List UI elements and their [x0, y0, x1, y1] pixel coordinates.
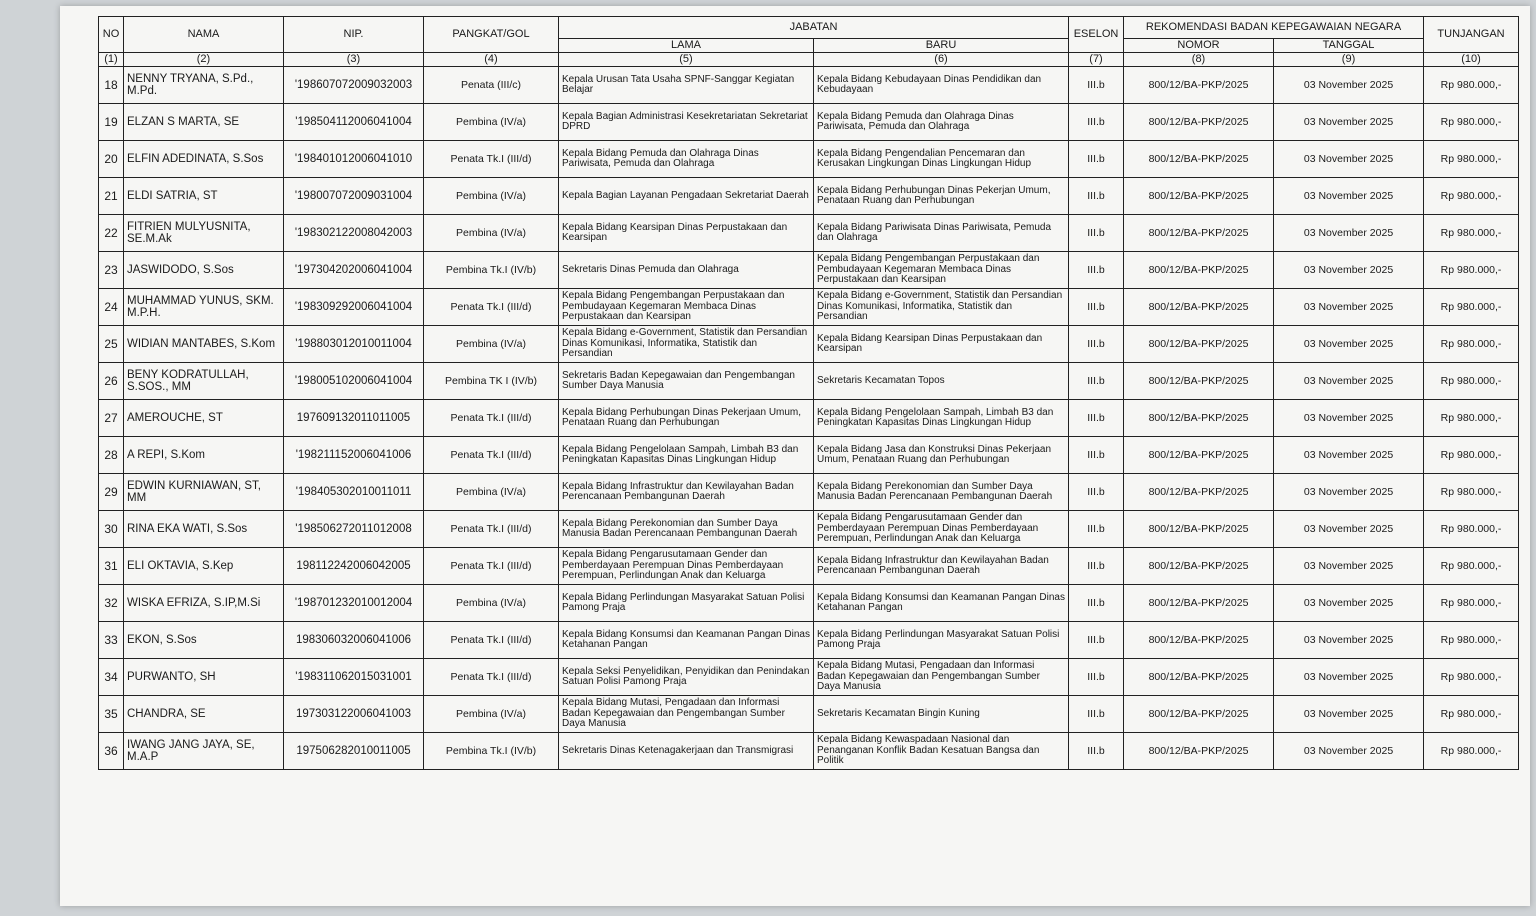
- allowance: Rp 980.000,-: [1424, 178, 1519, 215]
- header-pangkat: PANGKAT/GOL: [424, 17, 559, 53]
- header-lama: LAMA: [559, 39, 814, 53]
- recommendation-date: 03 November 2025: [1274, 548, 1424, 585]
- employee-name: MUHAMMAD YUNUS, SKM. M.P.H.: [124, 289, 284, 326]
- employee-name: FITRIEN MULYUSNITA, SE.M.Ak: [124, 215, 284, 252]
- table-row: [99, 585, 1519, 622]
- old-position: Kepala Bidang Pengarusutamaan Gender dan Pemberdayaan Perempuan Dinas Pemberdayaan Perempuan, Perlindungan Anak dan Keluarga: [559, 548, 814, 585]
- allowance: Rp 980.000,-: [1424, 104, 1519, 141]
- recommendation-number: 800/12/BA-PKP/2025: [1124, 733, 1274, 770]
- recommendation-date: 03 November 2025: [1274, 474, 1424, 511]
- row-number: 32: [99, 585, 124, 622]
- employee-name: ELFIN ADEDINATA, S.Sos: [124, 141, 284, 178]
- old-position: Kepala Urusan Tata Usaha SPNF-Sanggar Kegiatan Belajar: [559, 67, 814, 104]
- row-number: 19: [99, 104, 124, 141]
- allowance: Rp 980.000,-: [1424, 659, 1519, 696]
- employee-nip: 197303122006041003: [284, 696, 424, 733]
- recommendation-number: 800/12/BA-PKP/2025: [1124, 659, 1274, 696]
- allowance: Rp 980.000,-: [1424, 363, 1519, 400]
- old-position: Kepala Bagian Layanan Pengadaan Sekretariat Daerah: [559, 178, 814, 215]
- table-row: [99, 400, 1519, 437]
- employee-nip: '198607072009032003: [284, 67, 424, 104]
- table-row: [99, 289, 1519, 326]
- recommendation-date: 03 November 2025: [1274, 585, 1424, 622]
- employee-nip: '198311062015031001: [284, 659, 424, 696]
- recommendation-number: 800/12/BA-PKP/2025: [1124, 437, 1274, 474]
- employee-name: PURWANTO, SH: [124, 659, 284, 696]
- employee-name: JASWIDODO, S.Sos: [124, 252, 284, 289]
- allowance: Rp 980.000,-: [1424, 252, 1519, 289]
- employee-name: ELZAN S MARTA, SE: [124, 104, 284, 141]
- echelon: III.b: [1069, 400, 1124, 437]
- recommendation-number: 800/12/BA-PKP/2025: [1124, 400, 1274, 437]
- allowance: Rp 980.000,-: [1424, 289, 1519, 326]
- allowance: Rp 980.000,-: [1424, 696, 1519, 733]
- table-row: [99, 215, 1519, 252]
- rank-grade: Pembina (IV/a): [424, 696, 559, 733]
- table-row: [99, 548, 1519, 585]
- allowance: Rp 980.000,-: [1424, 733, 1519, 770]
- employee-name: ELI OKTAVIA, S.Kep: [124, 548, 284, 585]
- index-cell: (1): [99, 53, 124, 67]
- recommendation-date: 03 November 2025: [1274, 437, 1424, 474]
- document-sheet: [60, 6, 1530, 906]
- recommendation-date: 03 November 2025: [1274, 67, 1424, 104]
- rank-grade: Pembina TK I (IV/b): [424, 363, 559, 400]
- recommendation-number: 800/12/BA-PKP/2025: [1124, 104, 1274, 141]
- new-position: Kepala Bidang Mutasi, Pengadaan dan Informasi Badan Kepegawaian dan Pengembangan Sumber Daya Manusia: [814, 659, 1069, 696]
- recommendation-number: 800/12/BA-PKP/2025: [1124, 585, 1274, 622]
- row-number: 26: [99, 363, 124, 400]
- table-row: [99, 659, 1519, 696]
- recommendation-number: 800/12/BA-PKP/2025: [1124, 511, 1274, 548]
- index-cell: (3): [284, 53, 424, 67]
- allowance: Rp 980.000,-: [1424, 548, 1519, 585]
- table-row: [99, 178, 1519, 215]
- old-position: Kepala Seksi Penyelidikan, Penyidikan dan Penindakan Satuan Polisi Pamong Praja: [559, 659, 814, 696]
- row-number: 25: [99, 326, 124, 363]
- new-position: Kepala Bidang Kebudayaan Dinas Pendidikan dan Kebudayaan: [814, 67, 1069, 104]
- header-nip: NIP.: [284, 17, 424, 53]
- rank-grade: Pembina (IV/a): [424, 104, 559, 141]
- header-jabatan: JABATAN: [559, 17, 1069, 39]
- old-position: Sekretaris Badan Kepegawaian dan Pengembangan Sumber Daya Manusia: [559, 363, 814, 400]
- recommendation-date: 03 November 2025: [1274, 511, 1424, 548]
- employee-nip: 197506282010011005: [284, 733, 424, 770]
- row-number: 20: [99, 141, 124, 178]
- new-position: Kepala Bidang Pemuda dan Olahraga Dinas Pariwisata, Pemuda dan Olahraga: [814, 104, 1069, 141]
- table-row: [99, 326, 1519, 363]
- echelon: III.b: [1069, 659, 1124, 696]
- recommendation-number: 800/12/BA-PKP/2025: [1124, 548, 1274, 585]
- index-cell: (6): [814, 53, 1069, 67]
- employee-nip: '198401012006041010: [284, 141, 424, 178]
- rank-grade: Penata Tk.I (III/d): [424, 511, 559, 548]
- row-number: 27: [99, 400, 124, 437]
- rank-grade: Penata Tk.I (III/d): [424, 437, 559, 474]
- recommendation-number: 800/12/BA-PKP/2025: [1124, 326, 1274, 363]
- index-cell: (10): [1424, 53, 1519, 67]
- header-tanggal: TANGGAL: [1274, 39, 1424, 53]
- old-position: Kepala Bidang Mutasi, Pengadaan dan Informasi Badan Kepegawaian dan Pengembangan Sumber Daya Manusia: [559, 696, 814, 733]
- recommendation-number: 800/12/BA-PKP/2025: [1124, 67, 1274, 104]
- rank-grade: Penata Tk.I (III/d): [424, 289, 559, 326]
- row-number: 24: [99, 289, 124, 326]
- old-position: Sekretaris Dinas Pemuda dan Olahraga: [559, 252, 814, 289]
- echelon: III.b: [1069, 585, 1124, 622]
- rank-grade: Pembina Tk.I (IV/b): [424, 733, 559, 770]
- allowance: Rp 980.000,-: [1424, 141, 1519, 178]
- old-position: Kepala Bidang Perekonomian dan Sumber Daya Manusia Badan Perencanaan Pembangunan Daerah: [559, 511, 814, 548]
- header-baru: BARU: [814, 39, 1069, 53]
- personnel-table: [98, 16, 1519, 770]
- rank-grade: Penata Tk.I (III/d): [424, 659, 559, 696]
- employee-name: WISKA EFRIZA, S.IP,M.Si: [124, 585, 284, 622]
- recommendation-number: 800/12/BA-PKP/2025: [1124, 215, 1274, 252]
- row-number: 35: [99, 696, 124, 733]
- employee-nip: '198309292006041004: [284, 289, 424, 326]
- employee-name: A REPI, S.Kom: [124, 437, 284, 474]
- allowance: Rp 980.000,-: [1424, 215, 1519, 252]
- table-row: [99, 733, 1519, 770]
- recommendation-number: 800/12/BA-PKP/2025: [1124, 622, 1274, 659]
- header-nama: NAMA: [124, 17, 284, 53]
- recommendation-number: 800/12/BA-PKP/2025: [1124, 141, 1274, 178]
- employee-nip: '198007072009031004: [284, 178, 424, 215]
- index-cell: (5): [559, 53, 814, 67]
- table-row: [99, 696, 1519, 733]
- employee-name: IWANG JANG JAYA, SE, M.A.P: [124, 733, 284, 770]
- allowance: Rp 980.000,-: [1424, 511, 1519, 548]
- echelon: III.b: [1069, 178, 1124, 215]
- table-row: [99, 622, 1519, 659]
- echelon: III.b: [1069, 437, 1124, 474]
- employee-nip: 198112242006042005: [284, 548, 424, 585]
- allowance: Rp 980.000,-: [1424, 67, 1519, 104]
- echelon: III.b: [1069, 363, 1124, 400]
- recommendation-date: 03 November 2025: [1274, 178, 1424, 215]
- recommendation-date: 03 November 2025: [1274, 696, 1424, 733]
- employee-nip: '198701232010012004: [284, 585, 424, 622]
- new-position: Kepala Bidang Perhubungan Dinas Pekerjan Umum, Penataan Ruang dan Perhubungan: [814, 178, 1069, 215]
- new-position: Kepala Bidang Kearsipan Dinas Perpustakaan dan Kearsipan: [814, 326, 1069, 363]
- old-position: Kepala Bidang Pemuda dan Olahraga Dinas Pariwisata, Pemuda dan Olahraga: [559, 141, 814, 178]
- recommendation-number: 800/12/BA-PKP/2025: [1124, 696, 1274, 733]
- row-number: 34: [99, 659, 124, 696]
- new-position: Kepala Bidang Jasa dan Konstruksi Dinas Pekerjaan Umum, Penataan Ruang dan Perhubungan: [814, 437, 1069, 474]
- table-row: [99, 104, 1519, 141]
- recommendation-number: 800/12/BA-PKP/2025: [1124, 289, 1274, 326]
- allowance: Rp 980.000,-: [1424, 326, 1519, 363]
- echelon: III.b: [1069, 622, 1124, 659]
- new-position: Kepala Bidang Perekonomian dan Sumber Daya Manusia Badan Perencanaan Pembangunan Daerah: [814, 474, 1069, 511]
- employee-name: AMEROUCHE, ST: [124, 400, 284, 437]
- employee-name: CHANDRA, SE: [124, 696, 284, 733]
- echelon: III.b: [1069, 67, 1124, 104]
- new-position: Kepala Bidang Pengembangan Perpustakaan dan Pembudayaan Kegemaran Membaca Dinas Perpustakaan dan Kearsipan: [814, 252, 1069, 289]
- old-position: Kepala Bidang Konsumsi dan Keamanan Pangan Dinas Ketahanan Pangan: [559, 622, 814, 659]
- new-position: Sekretaris Kecamatan Topos: [814, 363, 1069, 400]
- recommendation-date: 03 November 2025: [1274, 252, 1424, 289]
- recommendation-date: 03 November 2025: [1274, 733, 1424, 770]
- table-body: [99, 67, 1519, 770]
- echelon: III.b: [1069, 252, 1124, 289]
- new-position: Kepala Bidang Pengarusutamaan Gender dan Pemberdayaan Perempuan Dinas Pemberdayaan Perempuan, Perlindungan Anak dan Keluarga: [814, 511, 1069, 548]
- new-position: Kepala Bidang Perlindungan Masyarakat Satuan Polisi Pamong Praja: [814, 622, 1069, 659]
- row-number: 33: [99, 622, 124, 659]
- recommendation-date: 03 November 2025: [1274, 326, 1424, 363]
- rank-grade: Pembina (IV/a): [424, 215, 559, 252]
- rank-grade: Penata (III/c): [424, 67, 559, 104]
- row-number: 31: [99, 548, 124, 585]
- employee-nip: '197304202006041004: [284, 252, 424, 289]
- table-row: [99, 474, 1519, 511]
- employee-name: WIDIAN MANTABES, S.Kom: [124, 326, 284, 363]
- header-nomor: NOMOR: [1124, 39, 1274, 53]
- employee-name: RINA EKA WATI, S.Sos: [124, 511, 284, 548]
- recommendation-date: 03 November 2025: [1274, 289, 1424, 326]
- echelon: III.b: [1069, 474, 1124, 511]
- echelon: III.b: [1069, 511, 1124, 548]
- new-position: Kepala Bidang Pengendalian Pencemaran dan Kerusakan Lingkungan Dinas Lingkungan Hidup: [814, 141, 1069, 178]
- row-number: 22: [99, 215, 124, 252]
- allowance: Rp 980.000,-: [1424, 585, 1519, 622]
- rank-grade: Penata Tk.I (III/d): [424, 548, 559, 585]
- index-cell: (4): [424, 53, 559, 67]
- old-position: Kepala Bidang Perhubungan Dinas Pekerjaan Umum, Penataan Ruang dan Perhubungan: [559, 400, 814, 437]
- recommendation-date: 03 November 2025: [1274, 659, 1424, 696]
- recommendation-date: 03 November 2025: [1274, 215, 1424, 252]
- old-position: Kepala Bidang Infrastruktur dan Kewilayahan Badan Perencanaan Pembangunan Daerah: [559, 474, 814, 511]
- row-number: 23: [99, 252, 124, 289]
- table-row: [99, 437, 1519, 474]
- new-position: Kepala Bidang Infrastruktur dan Kewilayahan Badan Perencanaan Pembangunan Daerah: [814, 548, 1069, 585]
- echelon: III.b: [1069, 696, 1124, 733]
- employee-nip: '198506272011012008: [284, 511, 424, 548]
- table-row: [99, 363, 1519, 400]
- row-number: 28: [99, 437, 124, 474]
- recommendation-number: 800/12/BA-PKP/2025: [1124, 363, 1274, 400]
- old-position: Sekretaris Dinas Ketenagakerjaan dan Transmigrasi: [559, 733, 814, 770]
- row-number: 36: [99, 733, 124, 770]
- rank-grade: Penata Tk.I (III/d): [424, 622, 559, 659]
- recommendation-date: 03 November 2025: [1274, 141, 1424, 178]
- old-position: Kepala Bidang Kearsipan Dinas Perpustakaan dan Kearsipan: [559, 215, 814, 252]
- row-number: 30: [99, 511, 124, 548]
- header-no: NO: [99, 17, 124, 53]
- echelon: III.b: [1069, 733, 1124, 770]
- new-position: Kepala Bidang Pariwisata Dinas Pariwisata, Pemuda dan Olahraga: [814, 215, 1069, 252]
- new-position: Kepala Bidang Kewaspadaan Nasional dan Penanganan Konflik Badan Kesatuan Bangsa dan Politik: [814, 733, 1069, 770]
- recommendation-number: 800/12/BA-PKP/2025: [1124, 252, 1274, 289]
- old-position: Kepala Bidang Pengembangan Perpustakaan dan Pembudayaan Kegemaran Membaca Dinas Perpustakaan dan Kearsipan: [559, 289, 814, 326]
- employee-nip: 198306032006041006: [284, 622, 424, 659]
- employee-name: NENNY TRYANA, S.Pd., M.Pd.: [124, 67, 284, 104]
- recommendation-number: 800/12/BA-PKP/2025: [1124, 474, 1274, 511]
- rank-grade: Pembina (IV/a): [424, 326, 559, 363]
- new-position: Sekretaris Kecamatan Bingin Kuning: [814, 696, 1069, 733]
- allowance: Rp 980.000,-: [1424, 400, 1519, 437]
- old-position: Kepala Bidang Pengelolaan Sampah, Limbah B3 dan Peningkatan Kapasitas Dinas Lingkungan Hidup: [559, 437, 814, 474]
- row-number: 18: [99, 67, 124, 104]
- allowance: Rp 980.000,-: [1424, 437, 1519, 474]
- echelon: III.b: [1069, 215, 1124, 252]
- employee-nip: '198803012010011004: [284, 326, 424, 363]
- employee-nip: '198005102006041004: [284, 363, 424, 400]
- employee-nip: 197609132011011005: [284, 400, 424, 437]
- old-position: Kepala Bagian Administrasi Kesekretariatan Sekretariat DPRD: [559, 104, 814, 141]
- employee-name: EKON, S.Sos: [124, 622, 284, 659]
- allowance: Rp 980.000,-: [1424, 474, 1519, 511]
- recommendation-date: 03 November 2025: [1274, 104, 1424, 141]
- rank-grade: Pembina (IV/a): [424, 585, 559, 622]
- employee-name: BENY KODRATULLAH, S.SOS., MM: [124, 363, 284, 400]
- header-tunjangan: TUNJANGAN: [1424, 17, 1519, 53]
- employee-name: EDWIN KURNIAWAN, ST, MM: [124, 474, 284, 511]
- table-row: [99, 141, 1519, 178]
- table-row: [99, 252, 1519, 289]
- header-eselon: ESELON: [1069, 17, 1124, 53]
- recommendation-date: 03 November 2025: [1274, 400, 1424, 437]
- echelon: III.b: [1069, 326, 1124, 363]
- rank-grade: Penata Tk.I (III/d): [424, 400, 559, 437]
- rank-grade: Pembina Tk.I (IV/b): [424, 252, 559, 289]
- header-rekomendasi: REKOMENDASI BADAN KEPEGAWAIAN NEGARA: [1124, 17, 1424, 39]
- allowance: Rp 980.000,-: [1424, 622, 1519, 659]
- rank-grade: Pembina (IV/a): [424, 178, 559, 215]
- echelon: III.b: [1069, 141, 1124, 178]
- row-number: 21: [99, 178, 124, 215]
- new-position: Kepala Bidang Konsumsi dan Keamanan Pangan Dinas Ketahanan Pangan: [814, 585, 1069, 622]
- new-position: Kepala Bidang e-Government, Statistik dan Persandian Dinas Komunikasi, Informatika, Statistik dan Persandian: [814, 289, 1069, 326]
- recommendation-date: 03 November 2025: [1274, 363, 1424, 400]
- employee-nip: '198405302010011011: [284, 474, 424, 511]
- index-cell: (8): [1124, 53, 1274, 67]
- employee-name: ELDI SATRIA, ST: [124, 178, 284, 215]
- employee-nip: '198302122008042003: [284, 215, 424, 252]
- recommendation-number: 800/12/BA-PKP/2025: [1124, 178, 1274, 215]
- old-position: Kepala Bidang e-Government, Statistik dan Persandian Dinas Komunikasi, Informatika, Statistik dan Persandian: [559, 326, 814, 363]
- employee-nip: '198504112006041004: [284, 104, 424, 141]
- index-cell: (9): [1274, 53, 1424, 67]
- employee-nip: '198211152006041006: [284, 437, 424, 474]
- table-row: [99, 511, 1519, 548]
- rank-grade: Penata Tk.I (III/d): [424, 141, 559, 178]
- new-position: Kepala Bidang Pengelolaan Sampah, Limbah B3 dan Peningkatan Kapasitas Dinas Lingkungan Hidup: [814, 400, 1069, 437]
- old-position: Kepala Bidang Perlindungan Masyarakat Satuan Polisi Pamong Praja: [559, 585, 814, 622]
- recommendation-date: 03 November 2025: [1274, 622, 1424, 659]
- index-cell: (7): [1069, 53, 1124, 67]
- row-number: 29: [99, 474, 124, 511]
- echelon: III.b: [1069, 289, 1124, 326]
- table-row: [99, 67, 1519, 104]
- echelon: III.b: [1069, 548, 1124, 585]
- echelon: III.b: [1069, 104, 1124, 141]
- index-cell: (2): [124, 53, 284, 67]
- rank-grade: Pembina (IV/a): [424, 474, 559, 511]
